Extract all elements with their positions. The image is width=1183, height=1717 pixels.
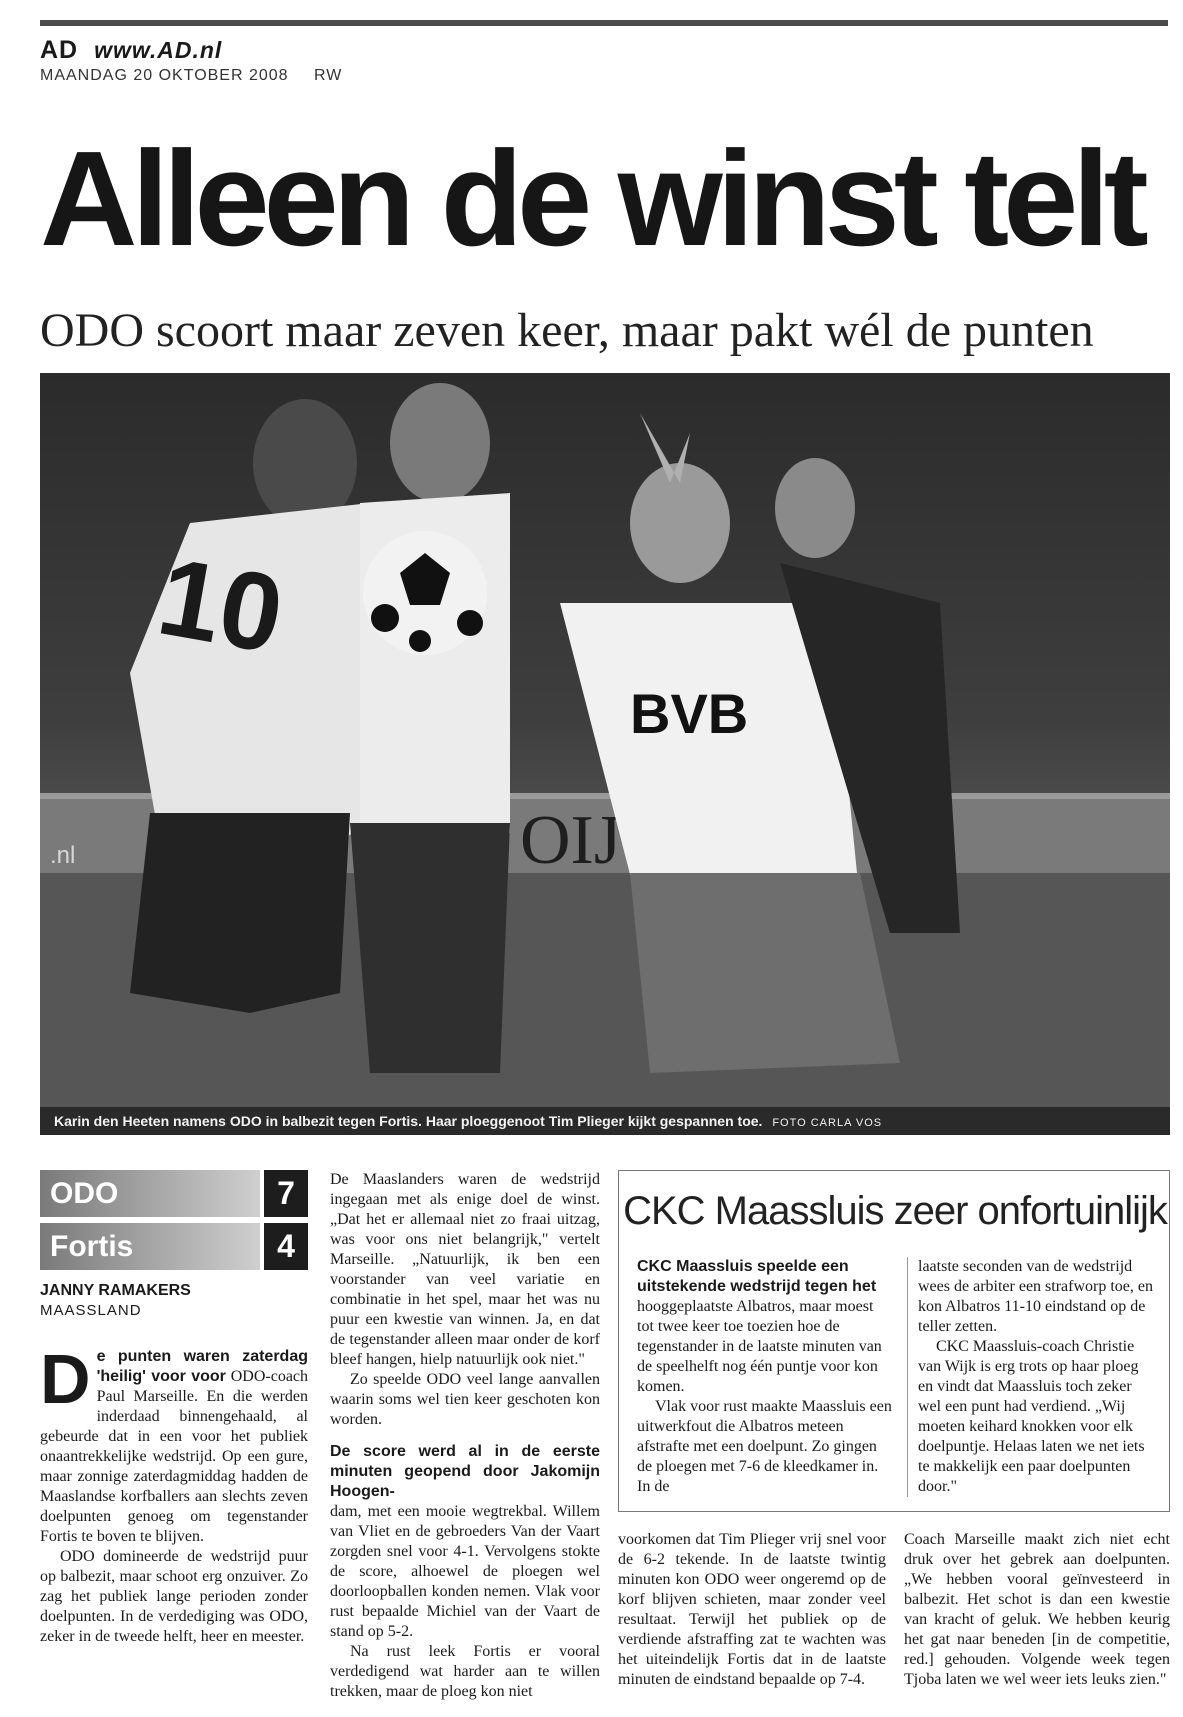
score-row-away (40, 1223, 308, 1270)
caption-text: Karin den Heeten namens ODO in balbezit tegen Fortis. Haar ploeggenoot Tim Plieger kijkt gespannen toe. (54, 1113, 763, 1129)
logo (40, 36, 342, 65)
edition-code: RW (314, 67, 343, 84)
photo-illustration (40, 373, 1170, 1135)
sidebar-column-2 (907, 1257, 1155, 1497)
article-lead (40, 1340, 309, 1547)
article-paragraph: Coach Marseille maakt zich niet echt druk over het gebrek aan doelpunten. „We hebben vooral geïnvesteerd in balbezit. Het schot is dan een kwestie van kracht of geluk. We hebben keurig het gat naar beneden [in de competitie, red.] gehouden. Volgende week tegen Tjoba laten we wel weer iets leuks zien." (904, 1531, 1170, 1688)
subheadline: ODO scoort maar zeven keer, maar pakt wél de punten (40, 304, 1094, 357)
photo-caption (40, 1107, 1170, 1135)
board-text-left: .nl (50, 842, 76, 869)
board-text: OIJ (520, 802, 622, 879)
article-column-3 (618, 1530, 886, 1690)
author: JANNY RAMAKERS (40, 1282, 191, 1299)
masthead (40, 36, 342, 85)
sidebar-lead: CKC Maassluis speelde een uitstekende wedstrijd tegen het (637, 1258, 877, 1295)
drop-cap: D (40, 1340, 91, 1418)
logo-text: AD (40, 36, 79, 64)
photo-credit: FOTO CARLA VOS (772, 1117, 883, 1129)
website-url: www.AD.nl (94, 37, 223, 63)
byline (40, 1282, 191, 1319)
dateline (40, 67, 342, 85)
home-score: 7 (264, 1170, 308, 1217)
home-team: ODO (40, 1170, 260, 1217)
sidebar-column-1 (637, 1257, 892, 1497)
issue-date: MAANDAG 20 OKTOBER 2008 (40, 67, 289, 84)
sponsor-text: BVB (630, 682, 749, 745)
shirt-number: 10 (149, 534, 292, 677)
article-paragraph: De Maaslanders waren de wedstrijd ingegaan met als enige doel de winst. „Dat het er allemaal niet zo fraai uitzag, was voor ons niet belangrijk," vertelt Marseille. „Natuurlijk, ik ben een voorstander van veel variatie en combinatie in het spel, maar het was nu puur een kwestie van winnen. Ja, en dat de tegenstander alleen maar onder de korf bleef hangen, hielp natuurlijk ook niet." (330, 1171, 600, 1368)
article-column-4 (904, 1530, 1170, 1690)
top-rule (40, 20, 1168, 26)
away-score: 4 (264, 1223, 308, 1270)
score-row-home (40, 1170, 308, 1217)
sidebar-article (618, 1170, 1170, 1512)
sidebar-paragraph: laatste seconden van de wedstrijd wees de arbiter een strafworp toe, en kon Albatros 11-10 eindstand op de teller zetten. (918, 1258, 1153, 1335)
away-team: Fortis (40, 1223, 260, 1270)
article-paragraph: ODO domineerde de wedstrijd puur op balbezit, maar schoot erg onzuiver. Zo zag het publiek lange perioden zonder doelpunten. In de verdediging was ODO, zeker in de tweede helft, heer en meester. (40, 1548, 308, 1645)
article-paragraph: dam, met een mooie wegtrekbal. Willem van Vliet en de gebroeders Van der Vaart zorgden snel voor 4-1. Vervolgens stokte de score, alhoewel de ploegen wel doorloopballen konden nemen. Vlak voor rust bepaalde Michiel van der Vaart de stand op 5-2. (330, 1503, 600, 1640)
news-photo (40, 373, 1170, 1135)
headline: Alleen de winst telt (40, 123, 1143, 274)
sidebar-title: CKC Maassluis zeer onfortuinlijk (623, 1189, 1167, 1233)
article-column-2 (330, 1170, 600, 1702)
lead-text: e punten waren zaterdag 'heilig' voor voor (96, 1348, 308, 1385)
sidebar-paragraph (637, 1257, 892, 1397)
article-paragraph: Zo speelde ODO veel lange aanvallen waarin soms wel tien keer geschoten kon worden. (330, 1371, 600, 1428)
article-paragraph: ODO-coach Paul Marseille. En die werden inderdaad binnengehaald, al gebeurde dat in een voor het publiek onaantrekkelijke wedstrijd. Op een gure, maar zonnige zaterdagmiddag hadden de Maaslandse korfballers aan slechts zeven doelpunten genoeg om tegenstander Fortis te boven te blijven. (40, 1368, 309, 1545)
sidebar-text: hooggeplaatste Albatros, maar moest tot twee keer toe toezien hoe de tegenstander in de laatste minuten van de speelhelft nog één puntje voor kon komen. (637, 1298, 882, 1395)
sidebar-paragraph: CKC Maassluis-coach Christie van Wijk is erg trots op haar ploeg en vindt dat Maassluis toch zeker wel een punt had verdiend. „Wij moeten keihard knokken voor elk doelpuntje. Helaas laten we net iets te makkelijk een paar doelpunten door." (918, 1338, 1145, 1495)
article-paragraph: voorkomen dat Tim Plieger vrij snel voor de 6-2 tekende. In de laatste twintig minuten kon ODO weer ongeremd op de korf blijven schieten, maar zonder veel resultaat. Terwijl het publiek op de verdiende afstraffing zat te wachten was het uiteindelijk Fortis dat in de laatste minuten de eindstand bepaalde op 7-4. (618, 1531, 886, 1688)
dateline-place: MAASSLAND (40, 1302, 142, 1319)
intertitle: De score werd al in de eerste minuten geopend door Jakomijn Hoogen- (330, 1443, 600, 1500)
scoreboard (40, 1170, 308, 1276)
article-paragraph: Na rust leek Fortis er vooral verdedigend wat harder aan te willen trekken, maar de ploeg kon niet (330, 1643, 600, 1700)
sidebar-paragraph: Vlak voor rust maakte Maassluis een uitwerkfout die Albatros meteen afstrafte met een doelpunt. Zo gingen de ploegen met 7-6 de kleedkamer in. In de (637, 1398, 892, 1495)
article-column-1 (40, 1340, 309, 1647)
